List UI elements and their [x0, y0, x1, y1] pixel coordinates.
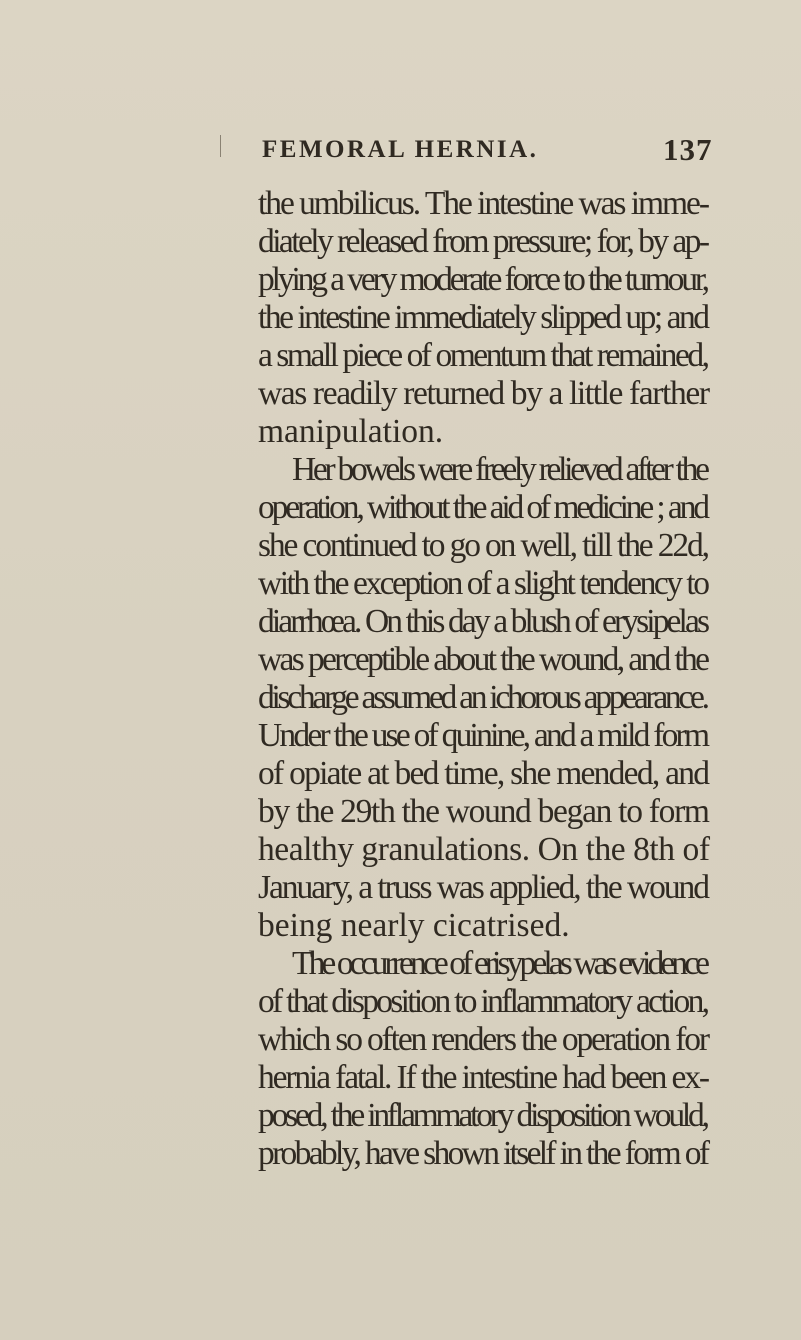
text-line-content: the intestine immediately slipped up; and: [258, 299, 708, 336]
text-line: [0, 1059, 801, 1097]
text-line-content: being nearly cicatrised.: [258, 907, 570, 944]
text-line-content: The occurrence of erisypelas was evidence: [292, 945, 707, 982]
text-line: [0, 565, 801, 603]
text-line-content: was readily returned by a little farther: [258, 375, 709, 412]
text-line-content: plying a very moderate force to the tumour,: [258, 261, 707, 298]
text-line: [0, 717, 801, 755]
text-line: [0, 451, 801, 489]
text-line-content: posed, the inflammatory disposition would,: [258, 1097, 707, 1134]
text-line: [0, 945, 801, 983]
page-header: [0, 130, 801, 170]
text-line: [0, 1097, 801, 1135]
text-line: [0, 755, 801, 793]
text-line-content: healthy granulations. On the 8th of: [258, 831, 710, 868]
text-line-content: Under the use of quinine, and a mild form: [258, 717, 708, 754]
text-line: [0, 603, 801, 641]
text-line: [0, 831, 801, 869]
text-line: [0, 679, 801, 717]
text-line-content: operation, without the aid of medicine ; and: [258, 489, 707, 526]
text-line-content: was perceptible about the wound, and the: [258, 641, 708, 678]
text-line-content: probably, have shown itself in the form of: [258, 1135, 708, 1172]
text-line: [0, 793, 801, 831]
header-rule: [220, 135, 221, 157]
text-line-content: diately released from pressure; for, by ap-: [258, 223, 708, 260]
text-line-content: January, a truss was applied, the wound: [258, 869, 708, 906]
text-line-content: of opiate at bed time, she mended, and: [258, 755, 709, 792]
running-head: FEMORAL HERNIA.: [262, 136, 539, 163]
text-line: [0, 223, 801, 261]
text-line-content: Her bowels were freely relieved after the: [292, 451, 707, 488]
text-line: [0, 375, 801, 413]
text-line: [0, 907, 801, 945]
text-line-content: which so often renders the operation for: [258, 1021, 708, 1058]
text-line: [0, 185, 801, 223]
text-line-content: diarrhœa. On this day a blush of erysipelas: [258, 603, 708, 640]
text-line-content: discharge assumed an ichorous appearance.: [258, 679, 707, 716]
text-line-content: manipulation.: [258, 413, 444, 450]
text-line: [0, 413, 801, 451]
text-line-content: by the 29th the wound began to form: [258, 793, 709, 830]
text-line: [0, 261, 801, 299]
text-line-content: the umbilicus. The intestine was imme-: [258, 185, 708, 222]
text-line: [0, 641, 801, 679]
text-line-content: of that disposition to inflammatory action,: [258, 983, 708, 1020]
text-line: [0, 1135, 801, 1173]
text-line: [0, 527, 801, 565]
text-line: [0, 299, 801, 337]
text-line-content: with the exception of a slight tendency to: [258, 565, 708, 602]
text-line-content: hernia fatal. If the intestine had been ex-: [258, 1059, 708, 1096]
text-line: [0, 489, 801, 527]
text-line: [0, 983, 801, 1021]
text-line: [0, 1021, 801, 1059]
page-number: 137: [663, 132, 713, 167]
text-line-content: she continued to go on well, till the 22d,: [258, 527, 708, 564]
text-line-content: a small piece of omentum that remained,: [258, 337, 708, 374]
text-line: [0, 337, 801, 375]
text-line: [0, 869, 801, 907]
